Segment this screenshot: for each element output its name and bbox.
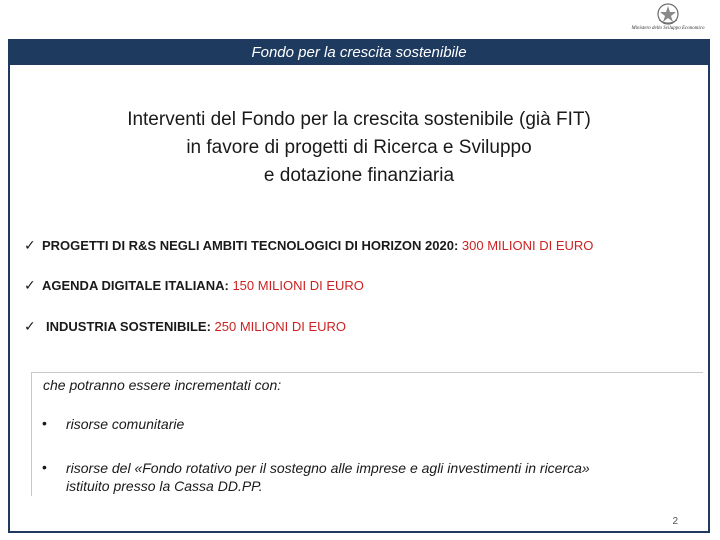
check-item-agenda-digitale: [24, 277, 364, 294]
heading-line-3: e dotazione finanziaria: [263, 165, 455, 186]
check-item-label: AGENDA DIGITALE ITALIANA:: [42, 278, 229, 293]
bullet-icon: •: [42, 415, 47, 431]
check-item-value: 300 MILIONI DI EURO: [461, 238, 594, 253]
slide-title: Fondo per la crescita sostenibile: [10, 41, 708, 65]
bullet-icon: •: [42, 459, 47, 475]
bullet-line-1: risorse comunitarie: [66, 416, 185, 432]
bullet-text: [66, 415, 184, 433]
check-item-label: INDUSTRIA SOSTENIBILE:: [46, 319, 211, 334]
check-item-label: PROGETTI DI R&S NEGLI AMBITI TECNOLOGICI DI HORIZON 2020:: [42, 238, 459, 253]
emblem-caption: Ministero dello Sviluppo Economico: [631, 26, 705, 31]
checkmark-icon: ✓: [24, 237, 36, 253]
heading-line-2: in favore di progetti di Ricerca e Sviluppo: [186, 137, 532, 158]
republic-emblem-icon: [655, 2, 681, 26]
bullet-line-1: risorse del «Fondo rotativo per il sostegno alle imprese e agli investimenti in ricerca»: [66, 460, 590, 476]
check-item-value: 250 MILIONI DI EURO: [214, 319, 347, 334]
emblem: [620, 2, 716, 38]
check-item-horizon: [24, 237, 593, 254]
page-number: 2: [672, 516, 678, 527]
check-item-industria-sostenibile: [24, 318, 346, 335]
check-item-value: 150 MILIONI DI EURO: [232, 278, 364, 293]
checkmark-icon: ✓: [24, 318, 36, 334]
heading-line-1: Interventi del Fondo per la crescita sostenibile (già FIT): [127, 109, 591, 130]
increment-box: [31, 372, 703, 496]
increment-intro: che potranno essere incrementati con:: [43, 377, 282, 393]
bullet-text: [66, 459, 590, 495]
bullet-line-2: istituito presso la Cassa DD.PP.: [66, 478, 263, 494]
checkmark-icon: ✓: [24, 277, 36, 293]
slide-heading: [10, 106, 708, 190]
slide-frame: [8, 39, 710, 533]
